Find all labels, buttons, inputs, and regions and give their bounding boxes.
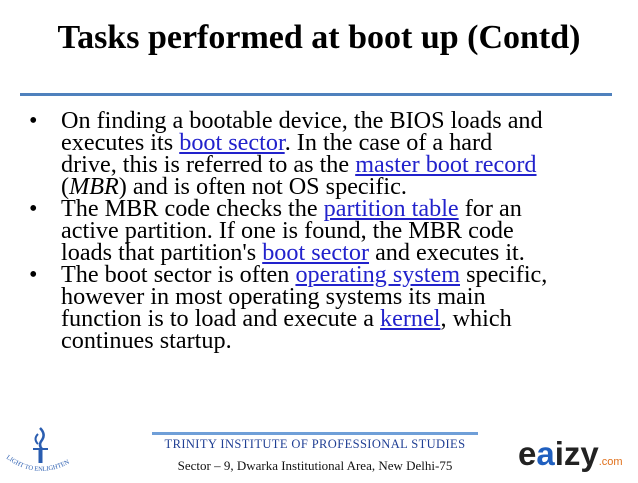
footer-address: Sector – 9, Dwarka Institutional Area, New Delhi-75 — [177, 458, 453, 473]
bullet-dot: • — [29, 195, 38, 222]
text-run: continues startup. — [61, 327, 232, 354]
bullet-line — [61, 327, 618, 354]
text-run: . In the case of a hard — [284, 129, 493, 156]
text-run: however in most operating systems its main — [61, 283, 486, 310]
text-run: The boot sector is often — [61, 261, 296, 288]
bullet-dot: • — [29, 107, 38, 134]
svg-text:LIGHT TO ENLIGHTEN — [5, 454, 71, 473]
text-run: ( — [61, 173, 70, 200]
text-run: The MBR code checks the — [61, 195, 324, 222]
bullet-item — [28, 195, 618, 266]
footer-divider — [152, 432, 478, 435]
institute-logo — [0, 422, 84, 478]
wiki-link[interactable]: boot sector — [262, 239, 370, 266]
slide-title: Tasks performed at boot up (Contd) — [57, 19, 581, 56]
bullet-list — [28, 107, 618, 354]
wiki-link[interactable]: kernel — [380, 305, 441, 332]
title-divider — [20, 93, 612, 96]
wiki-link[interactable]: master boot record — [355, 151, 537, 178]
bullet-item — [28, 107, 618, 200]
bullet-dot: • — [29, 261, 38, 288]
text-run: for an — [458, 195, 522, 222]
wiki-link[interactable]: operating system — [295, 261, 461, 288]
eazy-logo — [518, 436, 638, 478]
logo-text-suffix: .com — [598, 456, 623, 468]
logo-text-post: izy — [554, 435, 599, 472]
text-run: drive, this is referred to as the — [61, 151, 356, 178]
text-run: loads that partition's — [61, 239, 263, 266]
logo-text-accent: a — [536, 435, 555, 472]
italic-term: MBR — [69, 173, 119, 200]
text-run: On finding a bootable device, the BIOS loads and — [61, 107, 543, 134]
footer-institute-name: TRINITY INSTITUTE OF PROFESSIONAL STUDIES — [164, 437, 466, 451]
wiki-link[interactable]: boot sector — [179, 129, 285, 156]
wiki-link[interactable]: partition table — [323, 195, 459, 222]
logo-motto: LIGHT TO ENLIGHTEN — [4, 454, 71, 474]
text-run: specific, — [460, 261, 548, 288]
text-run: ) and is often not OS specific. — [118, 173, 407, 200]
bullet-item — [28, 261, 618, 354]
logo-text-pre: e — [518, 435, 537, 472]
torch-flame-icon — [0, 422, 84, 478]
text-run: function is to load and execute a — [61, 305, 381, 332]
text-run: and executes it. — [369, 239, 525, 266]
text-run: , which — [440, 305, 512, 332]
text-run: active partition. If one is found, the MBR code — [61, 217, 514, 244]
text-run: executes its — [61, 129, 180, 156]
